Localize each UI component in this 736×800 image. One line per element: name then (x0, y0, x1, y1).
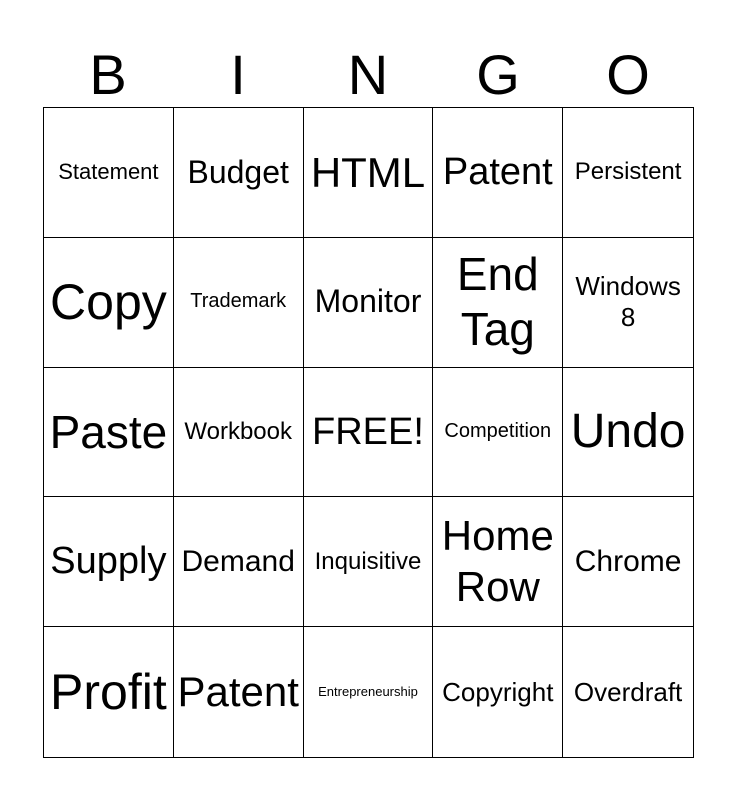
bingo-cell: Undo (563, 368, 693, 498)
bingo-cell: Home Row (433, 497, 563, 627)
bingo-header (43, 44, 693, 106)
bingo-cell: Statement (44, 108, 174, 238)
bingo-cell: Persistent (563, 108, 693, 238)
bingo-cell: Demand (174, 497, 304, 627)
bingo-cell: Profit (44, 627, 174, 757)
bingo-cell: Monitor (304, 238, 434, 368)
free-space-cell: FREE! (304, 368, 434, 498)
bingo-cell: HTML (304, 108, 434, 238)
bingo-board (43, 107, 694, 758)
bingo-cell: Patent (174, 627, 304, 757)
bingo-cell: Chrome (563, 497, 693, 627)
bingo-cell: Trademark (174, 238, 304, 368)
header-letter-n: N (347, 43, 389, 106)
bingo-cell: Copy (44, 238, 174, 368)
bingo-cell: Patent (433, 108, 563, 238)
bingo-cell: Budget (174, 108, 304, 238)
bingo-cell: Windows 8 (563, 238, 693, 368)
bingo-cell: Workbook (174, 368, 304, 498)
bingo-cell: Inquisitive (304, 497, 434, 627)
header-letter-g: G (476, 43, 520, 106)
bingo-cell: Entrepreneurship (304, 627, 434, 757)
header-letter-b: B (89, 43, 127, 106)
bingo-cell: End Tag (433, 238, 563, 368)
header-letter-i: I (230, 43, 246, 106)
bingo-cell: Supply (44, 497, 174, 627)
bingo-cell: Competition (433, 368, 563, 498)
bingo-cell: Copyright (433, 627, 563, 757)
header-letter-o: O (606, 43, 650, 106)
bingo-cell: Paste (44, 368, 174, 498)
bingo-cell: Overdraft (573, 676, 683, 707)
